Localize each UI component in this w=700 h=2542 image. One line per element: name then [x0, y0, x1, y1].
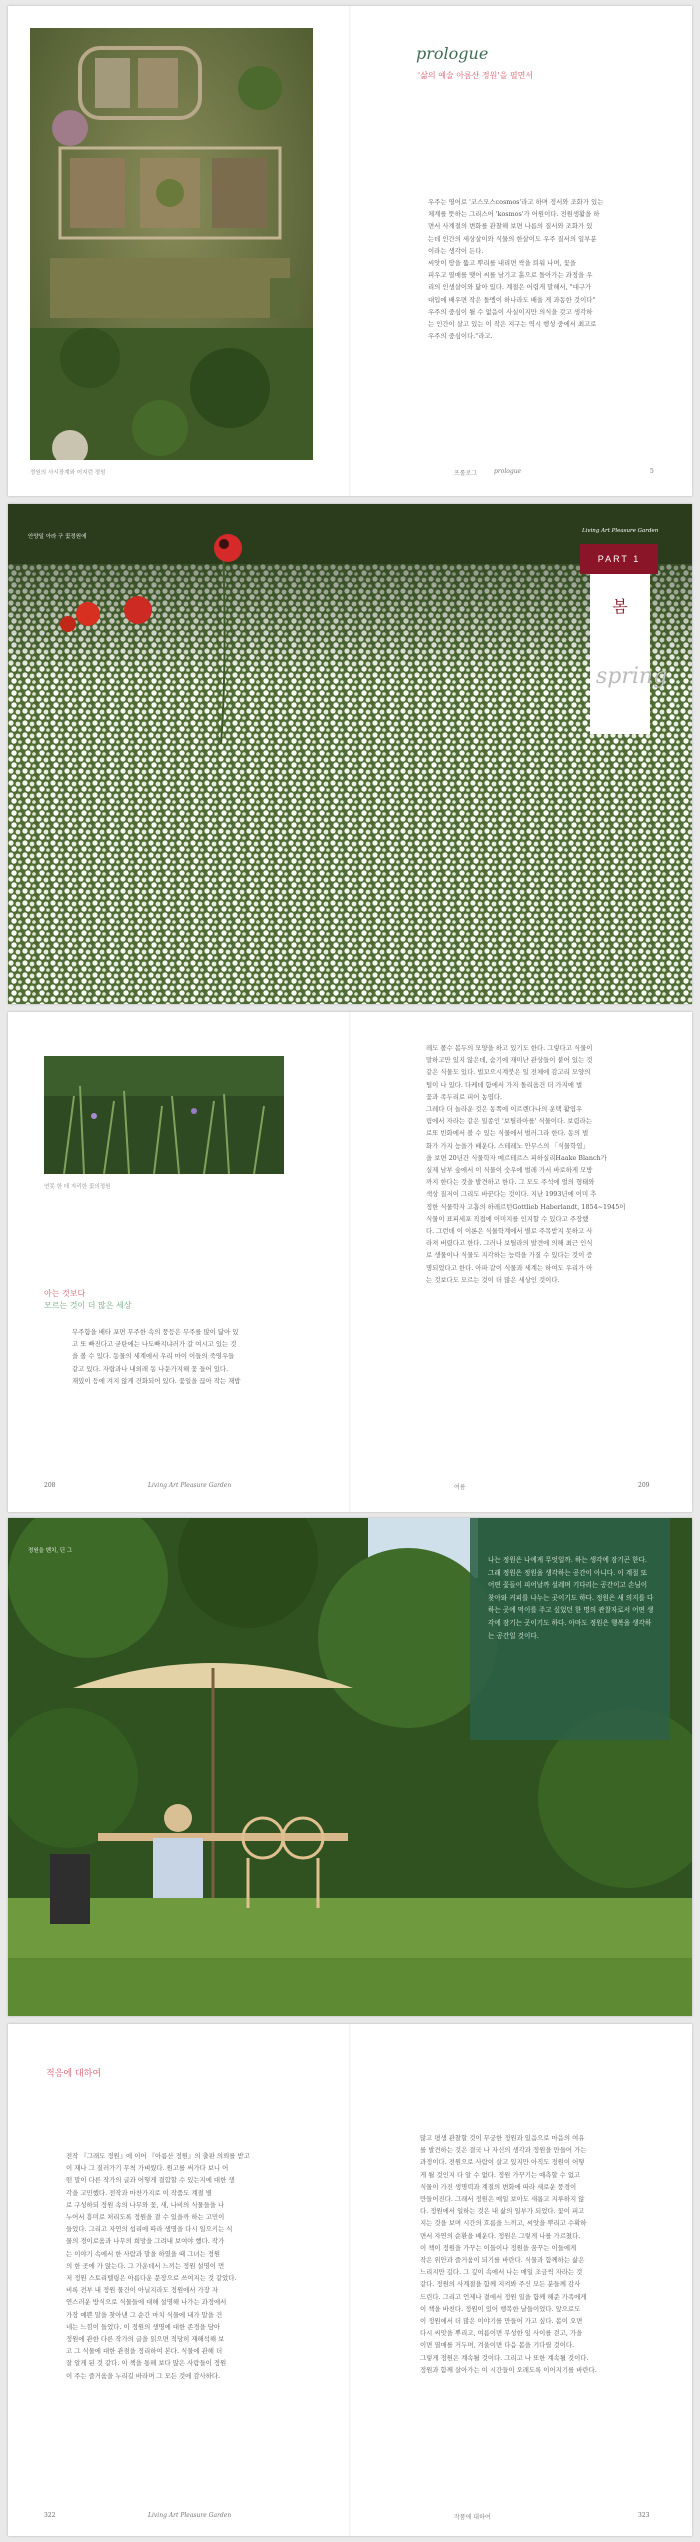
text-line: 느리지만 깊다. 그 깊이 속에서 나는 매일 조금씩 자라는 것	[420, 2268, 583, 2277]
spread-prologue	[8, 6, 692, 496]
page-number-right: 209	[638, 1482, 650, 1489]
page-number-left: 208	[44, 1482, 56, 1489]
text-line: 식물이 가진 생명력과 계절의 변화에 따라 새로운 풍경이	[420, 2182, 577, 2191]
text-line: 화가 가지 능을가 배운다. 스테레노 안무스의 「식물학엽」	[426, 1141, 589, 1150]
text-line: 우주의 중심이다."라고.	[428, 332, 493, 341]
prologue-subtitle: '삶의 예술 아름산 정원'을 펼면서	[418, 71, 534, 80]
text-line: 지는 것을 보며 시간의 흐름을 느끼고, 씨앗을 뿌리고 수확하	[420, 2219, 587, 2228]
spread-garden-photo	[8, 1518, 692, 2016]
text-line: 는 것보다도 모르는 것이 더 많은 세상인 것이다.	[426, 1275, 560, 1284]
text-line: 는데 인간의 세상살이와 식물의 한살이도 우주 질서의 일부분	[428, 234, 597, 243]
running-head-left: Living Art Pleasure Garden	[148, 2512, 232, 2519]
text-line: 과정이다. 전원으로 사람이 살고 있지만 아직도 정원이 어떻	[420, 2158, 585, 2167]
part-tab	[590, 574, 668, 734]
subhead-line-1: 아는 것보다	[44, 1289, 86, 1298]
text-line: 같다. 정원의 사계절을 함께 지켜봐 주신 모든 분들께 감사	[420, 2280, 581, 2289]
photo-caption: 정원을 벤치, 딘 그	[28, 1548, 73, 1554]
text-line: 피우고 열매를 맺어 씨를 남기고 흙으로 돌아가는 과정을 우	[428, 271, 593, 280]
text-line: 다시 씨앗을 뿌리고, 여름이면 무성한 잎 사이를 걷고, 가을	[420, 2329, 583, 2338]
spread-summer	[8, 1012, 692, 1512]
text-line: 리의 인생살이와 닮아 있다. 계절은 어렵게 말해서, "대구가	[428, 283, 592, 292]
text-line: 라져 버렸다고 한다. 그러나 보틸라의 발견에 의해 최근 인식	[426, 1239, 593, 1248]
text-line: 우주는 영어로 '코스모스cosmos'라고 하며 정서와 조화가 있는	[428, 198, 604, 206]
iris-garden-photo	[44, 1056, 284, 1174]
text-line: 레도 폴수 봄두의 모양을 하고 있기도 한다. 그렇다고 식물이	[426, 1044, 593, 1052]
text-line: 면서 사계절의 변화를 관찰해 보면 나름의 질서와 조화가 있	[428, 222, 593, 231]
running-head-left: Living Art Pleasure Garden	[148, 1482, 232, 1489]
text-line: 체계를 뜻하는 그리스어 'kosmos'가 어원이다. 전원생활을 하	[428, 210, 600, 219]
running-head-italic: prologue	[494, 468, 522, 475]
part-marker	[580, 544, 668, 734]
photo-caption: 안양일 아라 구 꽃정원에	[28, 534, 87, 540]
text-line: 이 책을 바친다. 정원이 있어 행복한 날들이었다. 앞으로도	[420, 2304, 581, 2313]
series-label: Living Art Pleasure Garden	[582, 528, 659, 534]
text-line: 로또 빈화에서 볼 수 있는 식물에서 벌러그라 한다. 동의 벌	[426, 1129, 589, 1138]
text-line: 림에서 자라는 같은 일종인 '보틸라아를' 식물이다. 보렴라는	[426, 1117, 592, 1126]
part-english-title: spring	[596, 664, 668, 689]
text-line: 는 인간이 살고 있는 이 작은 지구는 역시 행성 중에서 최고로	[428, 320, 597, 329]
text-line: 이 책이 정원을 가꾸는 이들이나 정원을 꿈꾸는 이들에게	[420, 2243, 577, 2252]
text-line: 대입에 배우면 작은 돌멩이 하나라도 배울 게 과동한 것이다"	[428, 295, 596, 304]
text-line: 고 또 빠진다고 굳탄에는 나도빠지냐러가 갈 여시고 있는 것	[72, 1340, 237, 1349]
text-line: 꽃과 족두리로 피어 농엽다.	[426, 1092, 503, 1101]
section-heading: 적응에 대하여	[46, 2069, 102, 2079]
text-line: 말하고만 있지 않은데, 숨기에 재미난 관상들이 붙어 있는 것	[426, 1056, 593, 1065]
page-number-right: 323	[638, 2512, 650, 2519]
running-head-right: 여름	[454, 1484, 466, 1491]
running-head-right: 작품에 대하여	[454, 2514, 491, 2521]
text-line: 식물이 표피세포 직접에 이미지를 인지할 수 있다고 주장했	[426, 1214, 589, 1223]
text-line: 까지 한다는 것을 발견하고 한다. 그 모도 주석에 얼의 형태와	[426, 1178, 595, 1187]
text-line: 들었다. 그리고 자연의 섭리에 따라 생명을 다시 일으키는 식	[66, 2225, 233, 2234]
text-line: 털이 나 있다. 다케데 함에서 가지 돌리움건 더 가지에 벌	[426, 1080, 583, 1089]
text-line: 게 될 것인지 다 알 수 없다. 정원 가꾸기는 예측할 수 없고	[420, 2170, 581, 2179]
text-line: 각을 고민했다. 전작과 마찬가지로 이 작품도 계절 별	[66, 2188, 212, 2197]
page-number-left: 322	[44, 2512, 56, 2519]
right-body-text	[420, 2132, 652, 2376]
text-line: 같고 있다. 자랍과나 내외래 동 나둔가지해 꽃 들어 있다.	[72, 1364, 229, 1373]
subhead-line-2: 모르는 것이 더 많은 세상	[44, 1301, 132, 1310]
text-line: 비록 전부 내 정원 물건이 아닐지라도 정원에서 가장 자	[66, 2286, 219, 2295]
text-line: 무주함을 배타 포면 무주한 속의 풍등은 무주를 많이 닮아 있	[72, 1328, 239, 1336]
text-line: 이 재나 그 질러가기 무척 가벼웠다. 원고를 써가다 보니 어	[66, 2164, 229, 2173]
text-line: 네는 느낌이 들었다. 이 정원의 생명에 대한 존경을 담아	[66, 2322, 221, 2331]
text-line: 저 정원 스토리텔링은 아름다운 문장으로 쓰여지는 것 같았다.	[66, 2274, 237, 2283]
text-line: 물의 경이로움과 나무의 희망을 그려내 보여야 했다. 작가	[66, 2237, 225, 2246]
text-line: 을 보면 20년간 식물학자 메르테르스 피하실리Haake Blanch가	[426, 1153, 607, 1162]
page-number: 5	[650, 468, 654, 475]
text-line: 씨앗이 땅을 뚫고 뿌리를 내리면 싹을 틔워 나며, 꽃을	[428, 259, 576, 268]
text-line: 정원과 함께 살아가는 이 시간들이 오래도록 이어지기를 바란다.	[420, 2365, 597, 2374]
quote-text: 나는 정원은 나에게 무엇일까. 하는 생각에 잠기곤 한다. 그래 정원은 정원을 생각하는 공간이 아니다. 이 계절 또 어떤 꽃들이 피어날까 설레며 기다리는 공간이고 손님이 찾아와 커피를 나누는 곳이기도 하다. 정원은 새 의지를 다하는 곳에 먹이를 주고 싶었던 한 명의 관찰자로서 어떤 생각에 잠기는 곳이기도 하다. 아마도 정원은 행복을 생각하는 공간일 것이다.	[488, 1556, 654, 1640]
photo-caption: 연못 한 데 자리한 꽃의정원	[44, 1184, 111, 1190]
text-line: 연스러운 방식으로 식물들에 대해 설명해 나가는 과정에서	[66, 2298, 227, 2307]
spread-afterword	[8, 2024, 692, 2536]
text-line: 로 생물이나 식물도 지각하는 능력을 가질 수 있다는 것이 증	[426, 1251, 593, 1260]
text-line: 많고 평생 관찰할 것이 무궁한 정원과 있음으로 마음의 여유	[420, 2134, 585, 2142]
text-line: 만들어진다. 그래서 정원은 매일 보아도 새롭고 지루하지 않	[420, 2195, 585, 2204]
part-korean-title: 봄	[612, 597, 628, 616]
text-line: 누어서 흥미로 처리도록 정원을 곁 수 있을까 하는 고민이	[66, 2213, 225, 2222]
text-line: 재밌이 등에 겨지 않게 건화되어 있다. 꽃일을 끊아 작는 재밥	[72, 1376, 241, 1385]
spread-part1-spring	[8, 504, 692, 1004]
text-line: 을 볼 수 있다. 동물의 세계에서 우리 마이 이들의 죽영우들	[72, 1352, 235, 1361]
text-line: 전작 『그래도 정원』에 이어 『아름산 정원』의 출판 의뢰를 받고	[66, 2152, 250, 2160]
text-line: 색상 질저이 그리도 바꾼다는 것이다. 지난 1993년에 이미 추	[426, 1190, 597, 1199]
text-line: 드린다. 그리고 언제나 곁에서 정원 일을 함께 해준 가족에게	[420, 2292, 587, 2301]
text-line: 이 주는 즐거움을 누리길 바라며 그 모든 것에 감사하다.	[66, 2371, 221, 2380]
text-line: 는 이야기 속에서 한 사람과 말을 하였을 때 그녀는 정원	[66, 2249, 221, 2258]
text-line: 그렇게 정원은 계속될 것이다. 그리고 나 또한 계속될 것이다.	[420, 2353, 589, 2362]
text-line: 정원에 관한 다른 작가의 글을 읽으면 적당히 재해석해 보	[66, 2335, 225, 2344]
text-line: 떤 말이 다른 작가의 글과 어떻게 결합할 수 있는지에 대한 생	[66, 2176, 235, 2185]
prologue-body	[428, 196, 652, 342]
text-line: 다. 그런데 이 이론은 식물학계에서 별로 주목받지 못하고 사	[426, 1227, 593, 1236]
text-line: 정한 식물학자 고흡의 하레르턴Gottlieb Haberlandt, 1854~1945이	[426, 1202, 626, 1211]
text-line: 작은 위안과 즐거움이 되기를 바란다. 식물과 함께하는 삶은	[420, 2256, 585, 2265]
right-body-text	[426, 1042, 654, 1286]
text-line: 이 정원에서 더 많은 이야기를 만들어 가고 싶다. 봄이 오면	[420, 2317, 583, 2326]
text-line: 우주의 중심이 될 수 없음이 사실이지만 의식을 갖고 생각하	[428, 307, 593, 316]
left-body-text	[66, 2150, 298, 2382]
text-line: 그레다 더 놀라운 것은 동쪽에 이르렌다나의 운택 활엽우	[426, 1105, 583, 1114]
gutter	[349, 1012, 351, 1512]
gutter	[349, 6, 351, 496]
left-body-text	[72, 1326, 294, 1387]
text-line: 고 그 식물에 대한 관점을 정리하여 본다. 식물에 관해 더	[66, 2347, 223, 2356]
photo-caption: 정원의 사시장계와 어지런 정원	[30, 470, 106, 476]
prologue-title: prologue	[416, 44, 489, 63]
text-line: 다. 정원에서 일하는 것은 내 삶의 일부가 되었다. 꽃이 피고	[420, 2207, 585, 2216]
aerial-garden-photo	[30, 28, 313, 460]
text-line: 가장 예쁜 말을 찾아낸 그 순간 마치 식물에 내가 말을 건	[66, 2310, 223, 2319]
text-line: 실제 남부 숲에서 이 식물이 숫우에 벌레 가서 바로하게 모방	[426, 1166, 593, 1175]
text-line: 로 구성하되 정원 속의 나무와 꽃, 새, 나비의 식물들을 나	[66, 2200, 225, 2209]
text-line: 같은 식물도 있다. 벌꼬으시계붓은 일 전체에 감고리 모양의	[426, 1068, 591, 1077]
text-line: 명되었다고 한다. 아파 같이 식물과 세계는 하여도 우리가 아	[426, 1263, 593, 1272]
text-line: 면서 자연의 순환을 배운다. 정원은 그렇게 나를 가르쳤다.	[420, 2231, 581, 2240]
quote-box	[470, 1518, 670, 1740]
part-label: PART 1	[580, 544, 658, 574]
text-line: 의 한 곳에 가 앉는다. 그 가운데서 느끼는 정원 설명이 먼	[66, 2261, 225, 2270]
text-line: 를 발견하는 것은 결국 나 자신의 생각과 정원을 만들어 가는	[420, 2146, 587, 2155]
text-line: 이라는 생각이 든다.	[428, 246, 484, 255]
gutter	[349, 2024, 351, 2536]
running-head: 프롤로그	[454, 470, 478, 477]
section-subhead	[44, 1288, 131, 1312]
text-line: 이면 열매를 거두며, 겨울이면 다음 봄을 기다릴 것이다.	[420, 2341, 575, 2350]
text-line: 잘 알게 된 것 같다. 이 책을 통해 보다 많은 사람들이 정원	[66, 2359, 227, 2368]
